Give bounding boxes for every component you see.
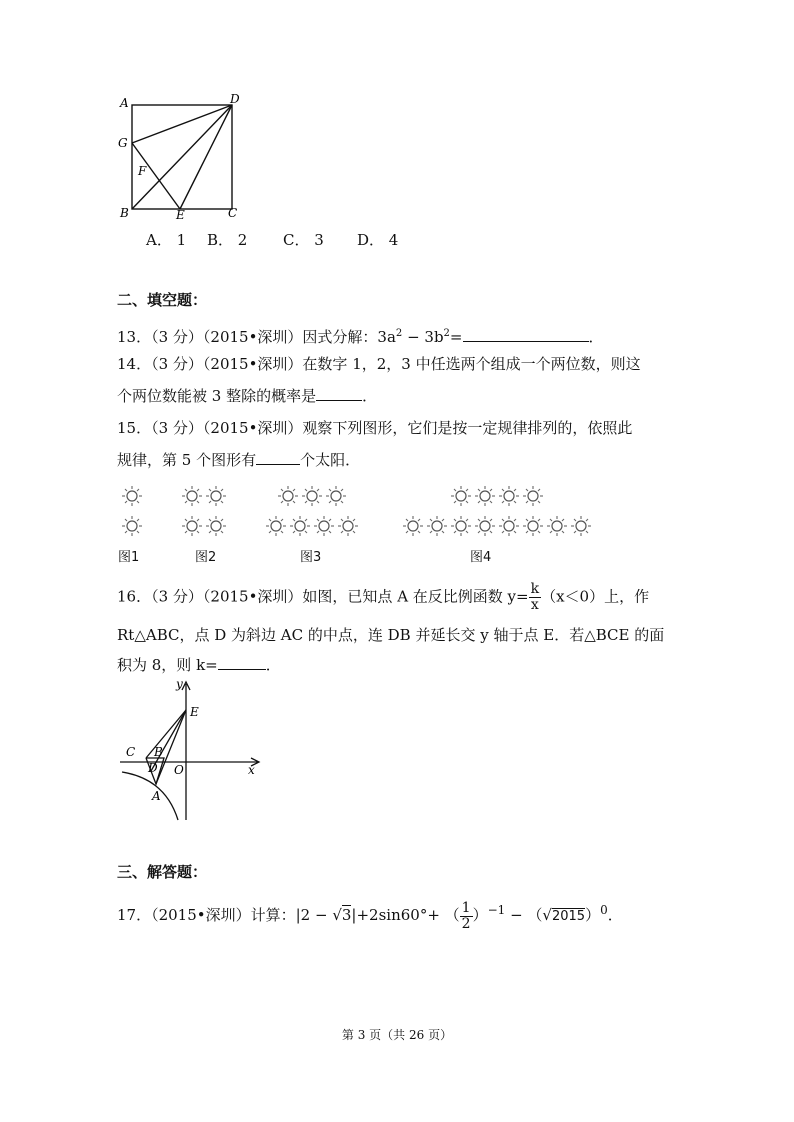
sun-icon-fig1 [122, 486, 142, 506]
section2-title: 二、填空题： [117, 291, 208, 309]
q13-end: ． [588, 328, 604, 346]
sun-pattern-figure [110, 482, 620, 544]
point-label-d: D [148, 761, 158, 775]
q17-sqrt2015: √2015 [542, 906, 586, 924]
q17-dash: − （ [505, 906, 543, 924]
sun-icon-fig3 [338, 516, 358, 536]
sun-icon-fig3 [290, 516, 310, 536]
point-label-e: E [190, 705, 199, 719]
q17-exp-0: 0 [600, 903, 608, 917]
question-17 [117, 896, 623, 932]
square-figure [112, 92, 252, 226]
sun-icon-fig4 [523, 486, 543, 506]
q16-line1-prefix: 16．（3 分）（2015•深圳）如图，已知点 A 在反比例函数 y= [117, 587, 529, 606]
q13-prefix: 13．（3 分）（2015•深圳）因式分解：3a [117, 328, 396, 346]
page-footer: 第 3 页（共 26 页） [341, 1028, 453, 1042]
question-14-line2 [117, 386, 377, 406]
question-13 [117, 324, 604, 347]
section3-title: 三、解答题： [117, 863, 208, 881]
label-e: E [176, 208, 185, 222]
option-c: C． 3 [283, 231, 324, 249]
q17-fraction [460, 901, 473, 932]
sun-icon-fig4 [475, 516, 495, 536]
question-15-line2 [117, 450, 360, 470]
axis-label-x: x [248, 763, 255, 777]
q13-sup-a: 2 [395, 328, 403, 339]
q17-end: ． [607, 906, 623, 924]
q17-prefix: 17．（2015•深圳）计算：|2 − [117, 906, 333, 924]
sun-icon-fig4 [571, 516, 591, 536]
sun-icon-fig4 [451, 486, 471, 506]
sun-icon-fig3 [326, 486, 346, 506]
point-label-o: O [174, 763, 184, 777]
q15-answer-blank[interactable] [256, 450, 300, 465]
sun-icon-fig4 [427, 516, 447, 536]
q16-line3-suffix: ． [265, 656, 281, 674]
q15-line2-prefix: 规律，第 5 个图形有 [117, 451, 257, 469]
sun-icon-fig3 [314, 516, 334, 536]
sun-icon-fig3 [278, 486, 298, 506]
sun-icon-fig4 [451, 516, 471, 536]
q14-line2-prefix: 个两位数能被 3 整除的概率是 [117, 387, 317, 405]
sun-icon-fig3 [266, 516, 286, 536]
q17-after-frac: ） [472, 906, 488, 924]
option-d: D． 4 [357, 231, 399, 249]
q17-exp-minus1: −1 [487, 903, 506, 917]
label-g: G [118, 136, 128, 150]
label-c: C [228, 206, 238, 220]
sun-layer [122, 486, 591, 536]
label-f: F [138, 164, 147, 178]
option-b: B． 2 [207, 231, 248, 249]
q13-mid: − 3b [402, 328, 444, 346]
q16-frac-den: x [530, 597, 539, 613]
sun-icon-fig4 [547, 516, 567, 536]
sun-icon-fig2 [182, 486, 202, 506]
q13-suffix: = [449, 328, 463, 346]
sun-icon-fig1 [122, 516, 142, 536]
q13-sup-b: 2 [443, 328, 450, 339]
point-label-a: A [152, 789, 161, 803]
q17-frac-num: 1 [461, 899, 471, 916]
coordinate-figure [112, 676, 262, 824]
axis-label-y: y [176, 677, 183, 691]
q16-fraction [529, 582, 541, 613]
figure-3-label: 图3 [300, 550, 322, 565]
sun-icon-fig2 [206, 486, 226, 506]
question-14-line1: 14．（3 分）（2015•深圳）在数字 1，2，3 中任选两个组成一个两位数，则这 [117, 355, 641, 373]
sun-icon-fig4 [475, 486, 495, 506]
q16-line3-prefix: 积为 8，则 k= [117, 656, 218, 674]
sun-icon-fig4 [403, 516, 423, 536]
label-d: D [230, 92, 240, 106]
question-16-line1 [117, 582, 649, 613]
q17-frac-den: 2 [461, 915, 471, 932]
figure-1-label: 图1 [118, 550, 140, 565]
question-16-line2: Rt△ABC，点 D 为斜边 AC 的中点，连 DB 并延长交 y 轴于点 E．若△BCE 的面 [117, 626, 665, 644]
q17-sqrt3: √3 [332, 906, 352, 924]
question-16-line3 [117, 655, 281, 675]
q16-frac-num: k [530, 581, 540, 597]
q17-close: ） [585, 906, 601, 924]
label-b: B [120, 206, 129, 220]
sun-icon-fig4 [499, 516, 519, 536]
q16-answer-blank[interactable] [218, 655, 266, 670]
sun-icon-fig3 [302, 486, 322, 506]
figure-4-label: 图4 [470, 550, 492, 565]
hyperbola-curve [122, 772, 178, 820]
q15-line2-suffix: 个太阳． [300, 451, 361, 469]
option-a: A． 1 [146, 231, 187, 249]
sun-icon-fig4 [499, 486, 519, 506]
q14-answer-blank[interactable] [316, 386, 362, 401]
label-a: A [120, 96, 129, 110]
q17-mid: |+2sin60°+ （ [351, 906, 460, 924]
q14-line2-suffix: ． [362, 387, 378, 405]
q13-answer-blank[interactable] [463, 327, 589, 342]
sun-icon-fig2 [182, 516, 202, 536]
sun-icon-fig4 [523, 516, 543, 536]
question-15-line1: 15．（3 分）（2015•深圳）观察下列图形，它们是按一定规律排列的，依照此 [117, 419, 633, 437]
sun-icon-fig2 [206, 516, 226, 536]
point-label-c: C [126, 745, 136, 759]
q16-line1-suffix: （x＜0）上，作 [541, 587, 650, 606]
point-label-b: B [154, 745, 163, 759]
figure-2-label: 图2 [195, 550, 217, 565]
